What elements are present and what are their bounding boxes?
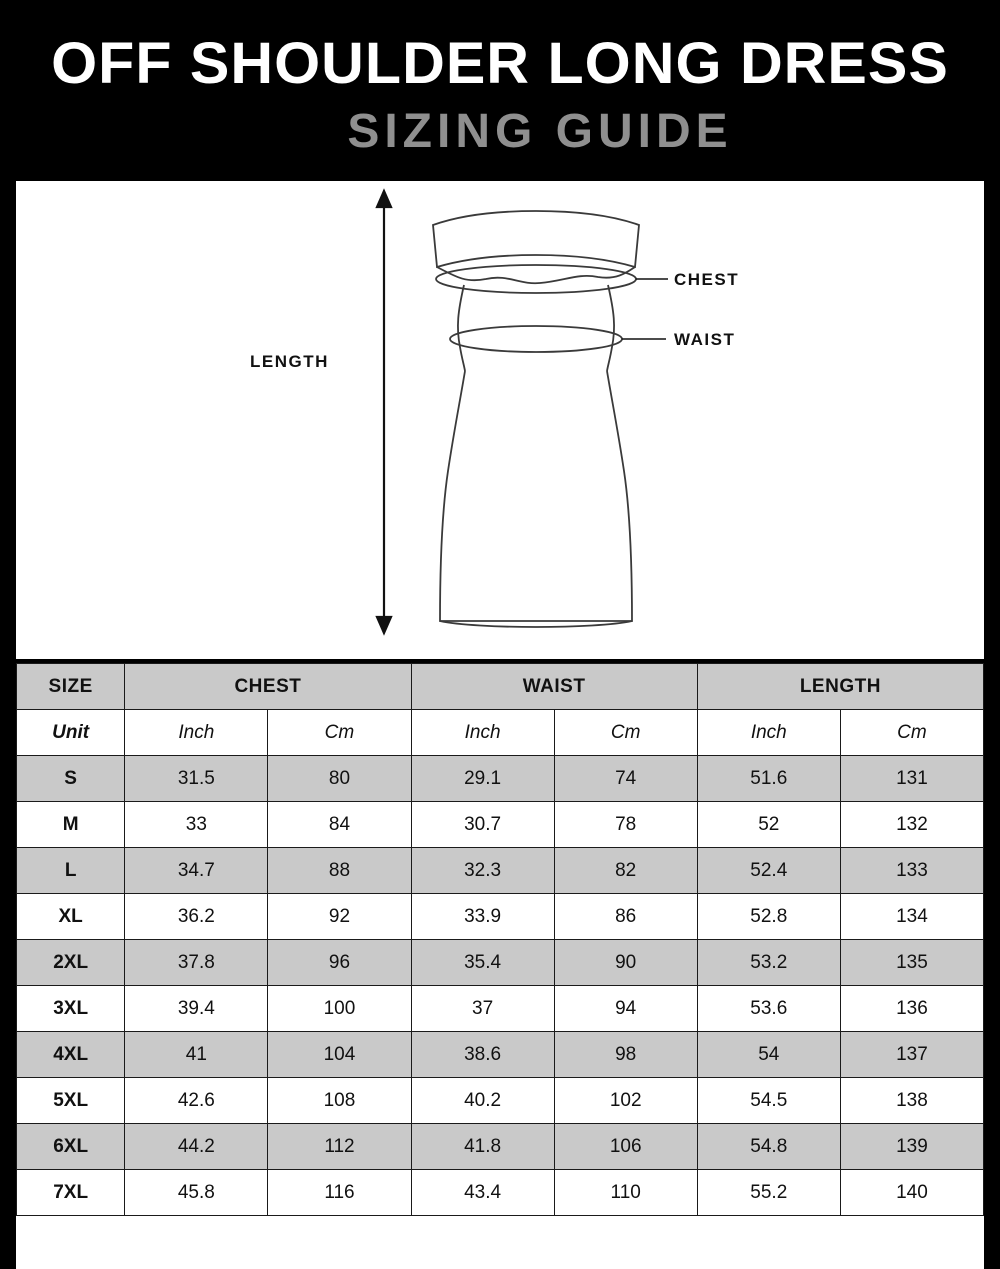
- row-size: M: [17, 802, 125, 848]
- row-waist-cm: 82: [554, 848, 697, 894]
- row-size: L: [17, 848, 125, 894]
- table-header-row: [17, 664, 984, 710]
- row-waist-cm: 86: [554, 894, 697, 940]
- header-waist: WAIST: [411, 664, 697, 710]
- row-waist-inch: 35.4: [411, 940, 554, 986]
- row-waist-inch: 33.9: [411, 894, 554, 940]
- row-length-cm: 136: [840, 986, 983, 1032]
- row-chest-inch: 44.2: [125, 1124, 268, 1170]
- row-length-cm: 131: [840, 756, 983, 802]
- row-length-cm: 132: [840, 802, 983, 848]
- row-waist-inch: 30.7: [411, 802, 554, 848]
- table-row: [17, 848, 984, 894]
- row-length-inch: 53.6: [697, 986, 840, 1032]
- row-length-inch: 55.2: [697, 1170, 840, 1216]
- dress-diagram: [16, 181, 984, 659]
- row-length-inch: 53.2: [697, 940, 840, 986]
- dress-outline: [433, 211, 639, 627]
- size-table: [16, 663, 984, 1216]
- row-length-inch: 54.5: [697, 1078, 840, 1124]
- row-size: 6XL: [17, 1124, 125, 1170]
- illustration-panel: [16, 181, 984, 659]
- row-waist-inch: 41.8: [411, 1124, 554, 1170]
- row-length-inch: 54.8: [697, 1124, 840, 1170]
- row-size: S: [17, 756, 125, 802]
- unit-chest-cm: Cm: [268, 710, 411, 756]
- size-table-wrapper: [16, 663, 984, 1269]
- row-length-cm: 137: [840, 1032, 983, 1078]
- page-title: OFF SHOULDER LONG DRESS: [51, 31, 949, 96]
- row-length-cm: 135: [840, 940, 983, 986]
- row-length-inch: 52.4: [697, 848, 840, 894]
- row-waist-cm: 98: [554, 1032, 697, 1078]
- row-size: 2XL: [17, 940, 125, 986]
- row-length-inch: 52: [697, 802, 840, 848]
- row-size: XL: [17, 894, 125, 940]
- row-length-inch: 51.6: [697, 756, 840, 802]
- row-waist-inch: 37: [411, 986, 554, 1032]
- row-chest-inch: 36.2: [125, 894, 268, 940]
- chest-label: CHEST: [674, 270, 740, 290]
- row-size: 7XL: [17, 1170, 125, 1216]
- row-waist-inch: 40.2: [411, 1078, 554, 1124]
- table-row: [17, 1124, 984, 1170]
- table-body: [17, 710, 984, 1216]
- page-subtitle: SIZING GUIDE: [347, 104, 733, 158]
- table-row: [17, 756, 984, 802]
- row-length-cm: 134: [840, 894, 983, 940]
- row-waist-cm: 110: [554, 1170, 697, 1216]
- table-group-header: [17, 664, 984, 710]
- row-length-cm: 138: [840, 1078, 983, 1124]
- row-waist-cm: 102: [554, 1078, 697, 1124]
- row-chest-cm: 80: [268, 756, 411, 802]
- row-length-inch: 54: [697, 1032, 840, 1078]
- row-size: 4XL: [17, 1032, 125, 1078]
- row-length-cm: 140: [840, 1170, 983, 1216]
- table-row: [17, 1170, 984, 1216]
- row-waist-cm: 106: [554, 1124, 697, 1170]
- row-waist-cm: 78: [554, 802, 697, 848]
- row-length-cm: 133: [840, 848, 983, 894]
- row-waist-inch: 43.4: [411, 1170, 554, 1216]
- table-row: [17, 1032, 984, 1078]
- row-chest-inch: 45.8: [125, 1170, 268, 1216]
- row-waist-inch: 32.3: [411, 848, 554, 894]
- header-chest: CHEST: [125, 664, 411, 710]
- row-size: 5XL: [17, 1078, 125, 1124]
- row-chest-cm: 112: [268, 1124, 411, 1170]
- waist-label: WAIST: [674, 330, 736, 350]
- header-size: SIZE: [17, 664, 125, 710]
- row-chest-inch: 33: [125, 802, 268, 848]
- row-chest-inch: 34.7: [125, 848, 268, 894]
- row-length-inch: 52.8: [697, 894, 840, 940]
- row-chest-inch: 41: [125, 1032, 268, 1078]
- row-chest-cm: 88: [268, 848, 411, 894]
- row-chest-cm: 116: [268, 1170, 411, 1216]
- unit-label: Unit: [17, 710, 125, 756]
- length-arrow-icon: [377, 191, 391, 633]
- unit-waist-inch: Inch: [411, 710, 554, 756]
- table-row: [17, 802, 984, 848]
- table-row: [17, 986, 984, 1032]
- row-waist-cm: 74: [554, 756, 697, 802]
- row-chest-cm: 92: [268, 894, 411, 940]
- leader-lines: [622, 279, 668, 339]
- row-chest-inch: 37.8: [125, 940, 268, 986]
- row-waist-inch: 38.6: [411, 1032, 554, 1078]
- length-label: LENGTH: [250, 352, 329, 372]
- row-chest-inch: 39.4: [125, 986, 268, 1032]
- header: [0, 0, 1000, 157]
- row-chest-cm: 96: [268, 940, 411, 986]
- unit-waist-cm: Cm: [554, 710, 697, 756]
- row-chest-inch: 31.5: [125, 756, 268, 802]
- row-chest-cm: 104: [268, 1032, 411, 1078]
- table-row: [17, 1078, 984, 1124]
- row-chest-cm: 84: [268, 802, 411, 848]
- unit-chest-inch: Inch: [125, 710, 268, 756]
- row-chest-cm: 100: [268, 986, 411, 1032]
- row-length-cm: 139: [840, 1124, 983, 1170]
- unit-row: [17, 710, 984, 756]
- table-row: [17, 940, 984, 986]
- table-row: [17, 894, 984, 940]
- row-waist-cm: 94: [554, 986, 697, 1032]
- unit-length-cm: Cm: [840, 710, 983, 756]
- header-length: LENGTH: [697, 664, 983, 710]
- row-chest-inch: 42.6: [125, 1078, 268, 1124]
- row-size: 3XL: [17, 986, 125, 1032]
- row-chest-cm: 108: [268, 1078, 411, 1124]
- row-waist-inch: 29.1: [411, 756, 554, 802]
- row-waist-cm: 90: [554, 940, 697, 986]
- unit-length-inch: Inch: [697, 710, 840, 756]
